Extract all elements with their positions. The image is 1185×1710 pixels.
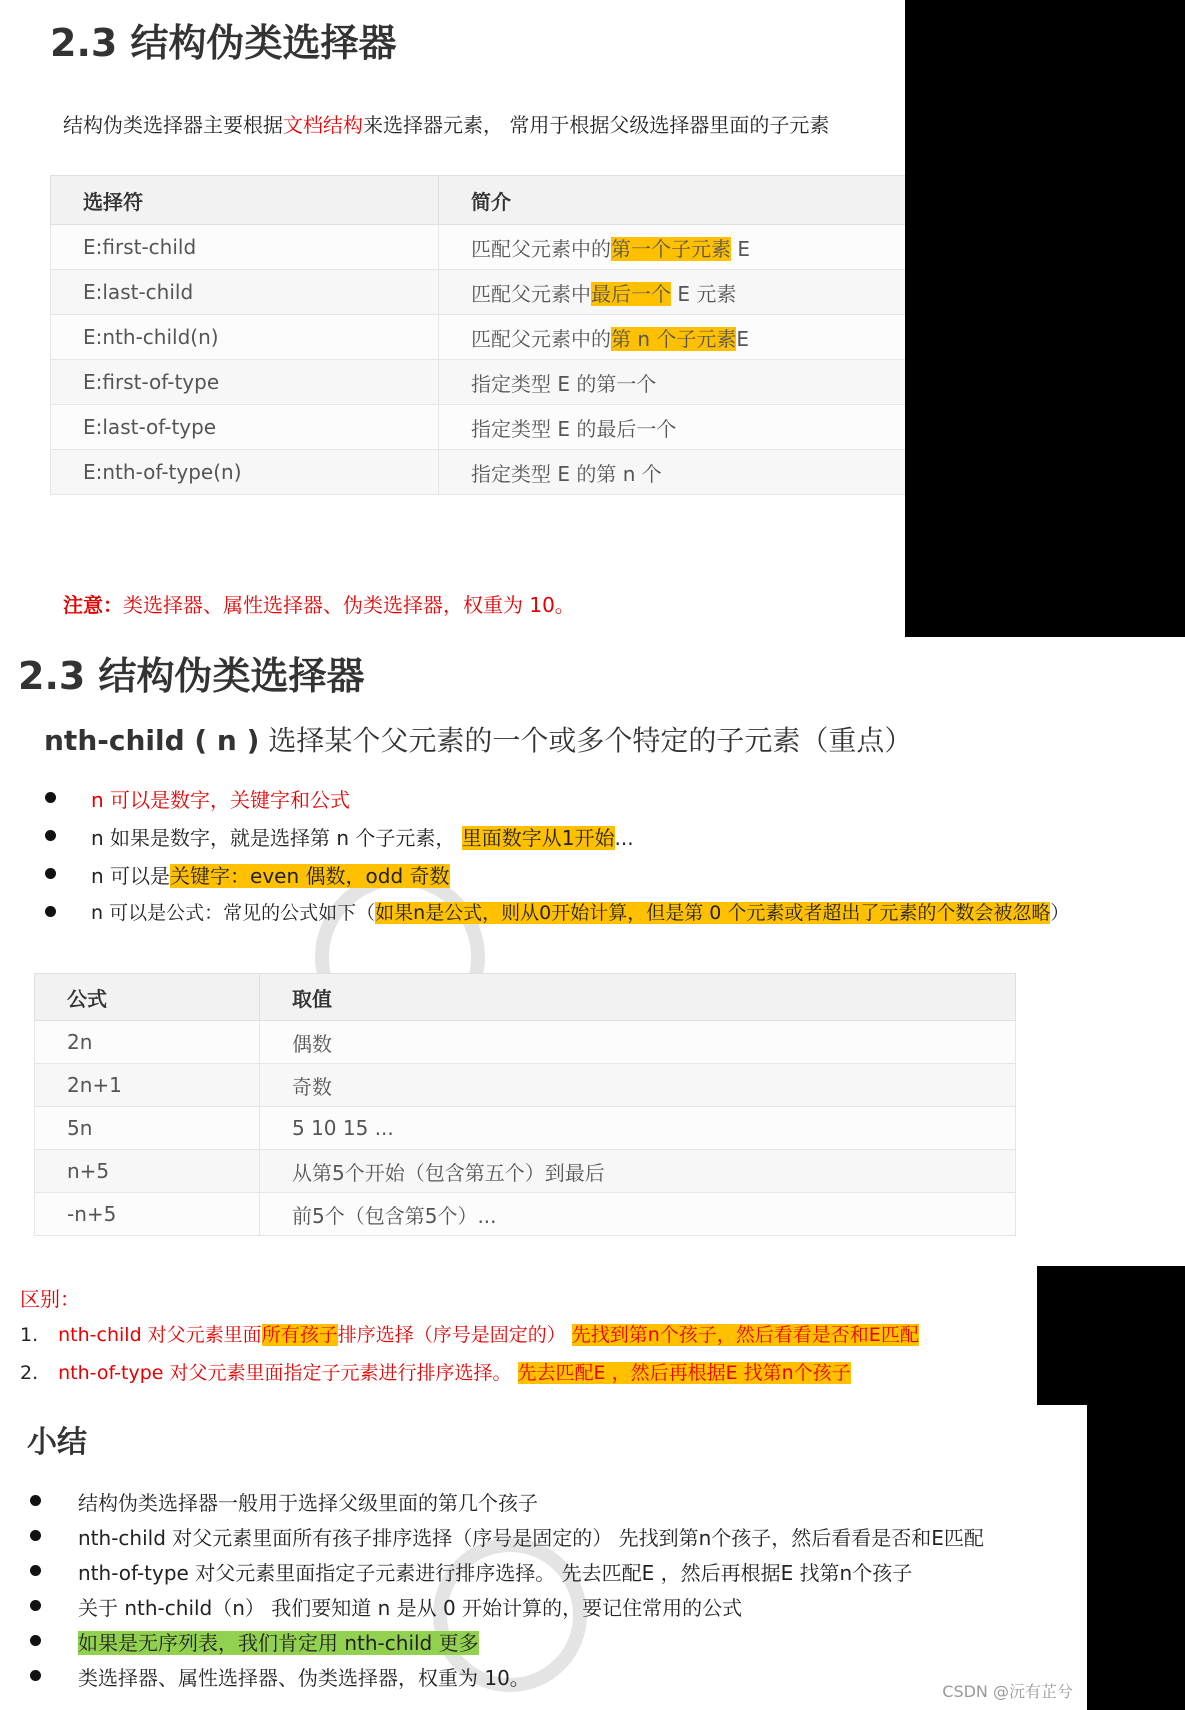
table-row [51,315,906,360]
table-row [35,1064,1016,1107]
table-row [51,270,906,315]
description-cell: 匹配父元素中的第 n 个子元素E [439,315,906,360]
value-cell: 5 10 15 ... [260,1107,1016,1150]
selector-table [50,175,905,495]
formula-cell: 5n [35,1107,260,1150]
table-row [51,225,906,270]
section2-panel [0,637,1185,1266]
section2-bullets [45,784,1069,936]
bullet-dot [30,1670,41,1681]
list-item [30,1627,984,1662]
summary-text: 关于 nth-child（n） 我们要知道 n 是从 0 开始计算的，要记住常用的公式 [78,1596,743,1620]
table-row [51,450,906,495]
selector-cell: E:nth-of-type(n) [51,450,439,495]
description-cell: 指定类型 E 的最后一个 [439,405,906,450]
csdn-footer: CSDN @沅有芷兮 [942,1682,1073,1701]
difference-label: 区别： [20,1287,80,1311]
list-item: n 可以是关键字：even 偶数，odd 奇数 [45,860,1069,898]
summary-text: 结构伪类选择器一般用于选择父级里面的第几个孩子 [78,1491,538,1515]
bullet-dot [30,1600,41,1611]
description-cell: 指定类型 E 的第一个 [439,360,906,405]
section1-panel [0,0,905,637]
list-item [30,1662,984,1697]
list-item [30,1522,984,1557]
table-header-desc: 简介 [439,176,906,225]
value-cell: 偶数 [260,1021,1016,1064]
bullet-dot [30,1495,41,1506]
summary-text: 类选择器、属性选择器、伪类选择器，权重为 10。 [78,1666,530,1690]
formula-cell: -n+5 [35,1193,260,1236]
section1-title: 2.3 结构伪类选择器 [50,21,397,65]
bullet-dot [30,1635,41,1646]
description-cell: 匹配父元素中的第一个子元素 E [439,225,906,270]
list-item [30,1557,984,1592]
table-header-formula: 公式 [35,974,260,1021]
difference-item-2: 2. nth-of-type 对父元素里面指定子元素进行排序选择。 先去匹配E ，然后再根据E 找第n个孩子 [20,1362,851,1384]
list-item: n 可以是公式：常见的公式如下（如果n是公式，则从0开始计算，但是第 0 个元素或者超出了元素的个数会被忽略） [45,898,1069,936]
summary-text: nth-of-type 对父元素里面指定子元素进行排序选择。 先去匹配E ，然后再根据E 找第n个孩子 [78,1561,913,1585]
summary-text: nth-child 对父元素里面所有孩子排序选择（序号是固定的） 先找到第n个孩子，然后看看是否和E匹配 [78,1526,984,1550]
selector-cell: E:last-child [51,270,439,315]
description-cell: 指定类型 E 的第 n 个 [439,450,906,495]
selector-cell: E:first-of-type [51,360,439,405]
description-cell: 匹配父元素中最后一个 E 元素 [439,270,906,315]
table-row [35,1193,1016,1236]
table-row [35,1107,1016,1150]
value-cell: 前5个（包含第5个）... [260,1193,1016,1236]
list-item: n 可以是数字，关键字和公式 [45,784,1069,822]
bullet-dot [30,1530,41,1541]
summary-title: 小结 [27,1425,87,1460]
bullet-dot [30,1565,41,1576]
section2-title: 2.3 结构伪类选择器 [18,654,365,698]
formula-cell: n+5 [35,1150,260,1193]
list-item [30,1592,984,1627]
section1-note: 注意：类选择器、属性选择器、伪类选择器，权重为 10。 [63,593,575,617]
table-row [51,360,906,405]
value-cell: 奇数 [260,1064,1016,1107]
table-header-selector: 选择符 [51,176,439,225]
formula-cell: 2n+1 [35,1064,260,1107]
formula-table [34,973,1016,1236]
summary-text: 如果是无序列表，我们肯定用 nth-child 更多 [78,1631,479,1655]
difference-item-1: 1. nth-child 对父元素里面所有孩子排序选择（序号是固定的） 先找到第n个孩子，然后看看是否和E匹配 [20,1324,919,1346]
value-cell: 从第5个开始（包含第五个）到最后 [260,1150,1016,1193]
formula-cell: 2n [35,1021,260,1064]
section2-subtitle: nth-child ( n ) 选择某个父元素的一个或多个特定的子元素（重点） [44,724,913,757]
summary-panel [0,1405,1087,1710]
table-header-value: 取值 [260,974,1016,1021]
selector-cell: E:last-of-type [51,405,439,450]
list-item: n 如果是数字，就是选择第 n 个子元素， 里面数字从1开始... [45,822,1069,860]
selector-cell: E:first-child [51,225,439,270]
difference-panel [0,1266,1037,1418]
table-row [35,1150,1016,1193]
table-row [51,405,906,450]
summary-list [30,1487,984,1697]
selector-cell: E:nth-child(n) [51,315,439,360]
section1-intro: 结构伪类选择器主要根据文档结构来选择器元素， 常用于根据父级选择器里面的子元素 [63,113,830,137]
table-row [35,1021,1016,1064]
list-item [30,1487,984,1522]
